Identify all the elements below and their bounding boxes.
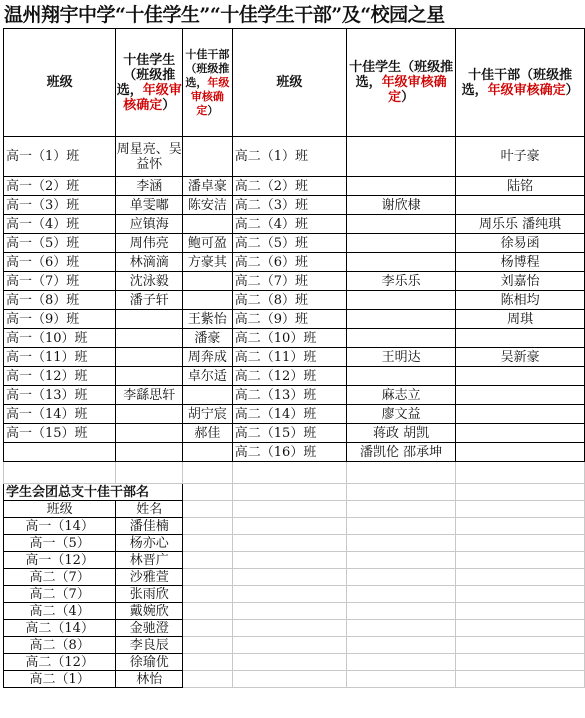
- class-cell: 高二（5）班: [232, 234, 346, 253]
- empty-cell: [232, 501, 346, 518]
- table-row: [4, 367, 585, 386]
- empty-cell: [456, 637, 585, 654]
- cadre-cell: 杨博程: [456, 253, 585, 272]
- union-name-cell: 潘佳楠: [116, 518, 183, 535]
- class-cell: 高二（8）班: [232, 291, 346, 310]
- class-cell: 高二（6）班: [232, 253, 346, 272]
- header-class-left: 班级: [4, 29, 116, 137]
- cadre-cell: [183, 443, 233, 462]
- student-cell: [346, 253, 455, 272]
- union-class-cell: 高一（12）: [4, 552, 116, 569]
- empty-cell: [232, 484, 346, 501]
- class-cell: 高二（11）班: [232, 348, 346, 367]
- table-row: [4, 405, 585, 424]
- student-cell: [116, 329, 183, 348]
- union-class-cell: 高二（14）: [4, 620, 116, 637]
- union-row: [4, 637, 585, 654]
- cadre-cell: 郝佳: [183, 424, 233, 443]
- empty-cell: [232, 552, 346, 569]
- cadre-cell: 陈相均: [456, 291, 585, 310]
- sheet-title: 温州翔宇中学“十佳学生”“十佳学生干部”及“校园之星: [4, 4, 445, 26]
- empty-cell: [183, 518, 233, 535]
- class-cell: 高二（14）班: [232, 405, 346, 424]
- empty-cell: [456, 620, 585, 637]
- cadre-cell: 陆铭: [456, 177, 585, 196]
- header-class-right: 班级: [232, 29, 346, 137]
- header-ten-students-right-part: 年级审核确定: [381, 75, 447, 105]
- cadre-cell: 鲍可盈: [183, 234, 233, 253]
- class-cell: 高一（8）班: [4, 291, 116, 310]
- class-cell: 高二（13）班: [232, 386, 346, 405]
- union-header-row: [4, 501, 585, 518]
- class-cell: 高二（7）班: [232, 272, 346, 291]
- student-cell: [116, 443, 183, 462]
- union-row: [4, 552, 585, 569]
- class-cell: 高一（5）班: [4, 234, 116, 253]
- student-cell: [116, 367, 183, 386]
- header-ten-cadres-right: [456, 29, 585, 137]
- empty-cell: [232, 603, 346, 620]
- cadre-cell: 刘嘉怡: [456, 272, 585, 291]
- student-cell: 周伟亮: [116, 234, 183, 253]
- empty-cell: [232, 569, 346, 586]
- empty-cell: [183, 603, 233, 620]
- empty-cell: [456, 586, 585, 603]
- empty-cell: [232, 586, 346, 603]
- empty-cell: [116, 462, 183, 484]
- union-name-cell: 戴婉欣: [116, 603, 183, 620]
- student-cell: 麻志立: [346, 386, 455, 405]
- empty-cell: [232, 671, 346, 688]
- union-class-cell: 高一（14）: [4, 518, 116, 535]
- student-cell: 林滴滴: [116, 253, 183, 272]
- empty-cell: [456, 518, 585, 535]
- cadre-cell: 潘豪: [183, 329, 233, 348]
- union-row: [4, 620, 585, 637]
- cadre-cell: 卓尔适: [183, 367, 233, 386]
- union-class-cell: 高二（4）: [4, 603, 116, 620]
- class-cell: 高一（3）班: [4, 196, 116, 215]
- empty-cell: [456, 552, 585, 569]
- header-ten-cadres-right-part: 十佳干部（班级推选，: [461, 67, 573, 98]
- student-cell: 单雯嘟: [116, 196, 183, 215]
- class-cell: 高一（15）班: [4, 424, 116, 443]
- student-cell: [116, 310, 183, 329]
- empty-cell: [232, 462, 346, 484]
- cadre-cell: [456, 424, 585, 443]
- class-cell: 高二（12）班: [232, 367, 346, 386]
- empty-cell: [456, 603, 585, 620]
- empty-cell: [456, 484, 585, 501]
- empty-cell: [456, 569, 585, 586]
- empty-cell: [456, 671, 585, 688]
- empty-cell: [183, 462, 233, 484]
- union-name-cell: 金驰澄: [116, 620, 183, 637]
- table-row: [4, 386, 585, 405]
- table-row: [4, 272, 585, 291]
- empty-cell: [183, 484, 233, 501]
- union-name-cell: 徐瑜优: [116, 654, 183, 671]
- table-row: [4, 424, 585, 443]
- empty-cell: [346, 518, 455, 535]
- table-row: [4, 196, 585, 215]
- union-row: [4, 586, 585, 603]
- table-row: [4, 291, 585, 310]
- student-cell: [346, 234, 455, 253]
- class-cell: 高一（4）班: [4, 215, 116, 234]
- student-cell: 应镇海: [116, 215, 183, 234]
- student-cell: 沈泳毅: [116, 272, 183, 291]
- empty-cell: [346, 484, 455, 501]
- empty-cell: [346, 654, 455, 671]
- empty-cell: [183, 569, 233, 586]
- header-ten-cadres-part: 年级审核确定: [190, 75, 230, 117]
- cadre-cell: 叶子豪: [456, 137, 585, 177]
- cadre-cell: [456, 367, 585, 386]
- union-title-row: [4, 484, 585, 501]
- student-cell: [116, 405, 183, 424]
- class-cell: 高一（2）班: [4, 177, 116, 196]
- union-row: [4, 569, 585, 586]
- cadre-cell: [456, 405, 585, 424]
- cadre-cell: [183, 386, 233, 405]
- class-cell: 高二（15）班: [232, 424, 346, 443]
- cadre-cell: [456, 196, 585, 215]
- table-row: [4, 443, 585, 462]
- union-name-cell: 张雨欣: [116, 586, 183, 603]
- class-cell: 高二（2）班: [232, 177, 346, 196]
- student-cell: 李涵: [116, 177, 183, 196]
- class-cell: 高二（16）班: [232, 443, 346, 462]
- union-name-cell: 杨亦心: [116, 535, 183, 552]
- header-ten-cadres: [183, 29, 233, 137]
- header-ten-students-part: 年级审核确定: [123, 82, 182, 113]
- header-ten-students-right-part: ）: [401, 90, 415, 105]
- cadre-cell: 胡宁宸: [183, 405, 233, 424]
- union-row: [4, 603, 585, 620]
- student-cell: 廖文益: [346, 405, 455, 424]
- union-class-cell: 高二（7）: [4, 586, 116, 603]
- cadre-cell: 周琪: [456, 310, 585, 329]
- class-cell: 高二（1）班: [232, 137, 346, 177]
- student-cell: [346, 177, 455, 196]
- class-cell: 高一（10）班: [4, 329, 116, 348]
- student-cell: 李繇思轩: [116, 386, 183, 405]
- spacer-row: [4, 462, 585, 484]
- student-cell: 潘子轩: [116, 291, 183, 310]
- cadre-cell: [456, 329, 585, 348]
- class-cell: [4, 443, 116, 462]
- table-row: [4, 253, 585, 272]
- empty-cell: [232, 535, 346, 552]
- header-ten-cadres-right-part: 年级审核确定: [487, 82, 566, 98]
- student-cell: [346, 310, 455, 329]
- empty-cell: [456, 654, 585, 671]
- empty-cell: [183, 637, 233, 654]
- cadre-cell: 徐易函: [456, 234, 585, 253]
- student-cell: [346, 291, 455, 310]
- union-class-cell: 高二（8）: [4, 637, 116, 654]
- class-cell: 高一（12）班: [4, 367, 116, 386]
- empty-cell: [183, 620, 233, 637]
- empty-cell: [346, 586, 455, 603]
- class-cell: 高二（10）班: [232, 329, 346, 348]
- empty-cell: [346, 552, 455, 569]
- cadre-cell: [183, 291, 233, 310]
- cadre-cell: [183, 215, 233, 234]
- table-row: [4, 234, 585, 253]
- cadre-cell: 吴新豪: [456, 348, 585, 367]
- student-cell: 周星亮、吴益怀: [116, 137, 183, 177]
- header-ten-students-part: 十佳学生（班级推选，: [116, 52, 176, 98]
- header-row: [4, 29, 585, 137]
- header-ten-students-right: [346, 29, 455, 137]
- cadre-cell: [183, 272, 233, 291]
- union-class-cell: 高二（1）: [4, 671, 116, 688]
- empty-cell: [183, 552, 233, 569]
- cadre-cell: 王紫怡: [183, 310, 233, 329]
- empty-cell: [346, 603, 455, 620]
- cadre-cell: 潘卓豪: [183, 177, 233, 196]
- class-cell: 高一（6）班: [4, 253, 116, 272]
- empty-cell: [232, 620, 346, 637]
- empty-cell: [346, 535, 455, 552]
- empty-cell: [346, 637, 455, 654]
- class-cell: 高一（7）班: [4, 272, 116, 291]
- table-row: [4, 348, 585, 367]
- table-row: [4, 137, 585, 177]
- empty-cell: [183, 501, 233, 518]
- student-cell: [346, 137, 455, 177]
- header-ten-students: [116, 29, 183, 137]
- empty-cell: [183, 654, 233, 671]
- table-row: [4, 310, 585, 329]
- union-class-cell: 高二（7）: [4, 569, 116, 586]
- student-cell: 李乐乐: [346, 272, 455, 291]
- class-cell: 高一（9）班: [4, 310, 116, 329]
- table-row: [4, 177, 585, 196]
- empty-cell: [456, 462, 585, 484]
- union-name-cell: 沙雅萱: [116, 569, 183, 586]
- empty-cell: [232, 654, 346, 671]
- cadre-cell: 周奔成: [183, 348, 233, 367]
- union-header-name: 姓名: [116, 501, 183, 518]
- class-cell: 高二（9）班: [232, 310, 346, 329]
- empty-cell: [346, 462, 455, 484]
- class-cell: 高二（4）班: [232, 215, 346, 234]
- empty-cell: [4, 462, 116, 484]
- header-ten-students-right-part: 十佳学生（班级推选，: [349, 60, 454, 90]
- class-cell: 高一（14）班: [4, 405, 116, 424]
- empty-cell: [183, 586, 233, 603]
- empty-cell: [183, 535, 233, 552]
- cadre-cell: 陈安洁: [183, 196, 233, 215]
- class-cell: 高一（11）班: [4, 348, 116, 367]
- cadre-cell: [456, 386, 585, 405]
- student-cell: [346, 215, 455, 234]
- union-row: [4, 671, 585, 688]
- empty-cell: [346, 569, 455, 586]
- empty-cell: [232, 518, 346, 535]
- union-row: [4, 518, 585, 535]
- student-cell: 蒋政 胡凯: [346, 424, 455, 443]
- student-cell: [116, 348, 183, 367]
- union-name-cell: 林怡: [116, 671, 183, 688]
- cadre-cell: [183, 137, 233, 177]
- union-class-cell: 高二（12）: [4, 654, 116, 671]
- empty-cell: [346, 501, 455, 518]
- cadre-cell: 方豪其: [183, 253, 233, 272]
- award-table: [3, 28, 585, 688]
- header-ten-cadres-part: 十佳干部（班级推选，: [185, 47, 230, 89]
- student-cell: 王明达: [346, 348, 455, 367]
- empty-cell: [346, 671, 455, 688]
- student-cell: 潘凯伦 邵承坤: [346, 443, 455, 462]
- class-cell: 高二（3）班: [232, 196, 346, 215]
- empty-cell: [346, 620, 455, 637]
- union-header-class: 班级: [4, 501, 116, 518]
- student-cell: [116, 424, 183, 443]
- union-row: [4, 535, 585, 552]
- table-row: [4, 329, 585, 348]
- header-ten-students-part: ）: [162, 97, 176, 113]
- union-title: 学生会团总支十佳干部名: [4, 484, 183, 501]
- union-row: [4, 654, 585, 671]
- union-class-cell: 高一（5）: [4, 535, 116, 552]
- union-name-cell: 李良辰: [116, 637, 183, 654]
- header-ten-cadres-part: ）: [207, 103, 219, 117]
- empty-cell: [232, 637, 346, 654]
- student-cell: [346, 329, 455, 348]
- student-cell: 谢欣棣: [346, 196, 455, 215]
- empty-cell: [456, 501, 585, 518]
- empty-cell: [183, 671, 233, 688]
- student-cell: [346, 367, 455, 386]
- class-cell: 高一（1）班: [4, 137, 116, 177]
- cadre-cell: 周乐乐 潘纯琪: [456, 215, 585, 234]
- empty-cell: [456, 535, 585, 552]
- cadre-cell: [456, 443, 585, 462]
- class-cell: 高一（13）班: [4, 386, 116, 405]
- header-ten-cadres-right-part: ）: [565, 82, 579, 98]
- union-name-cell: 林晋广: [116, 552, 183, 569]
- table-row: [4, 215, 585, 234]
